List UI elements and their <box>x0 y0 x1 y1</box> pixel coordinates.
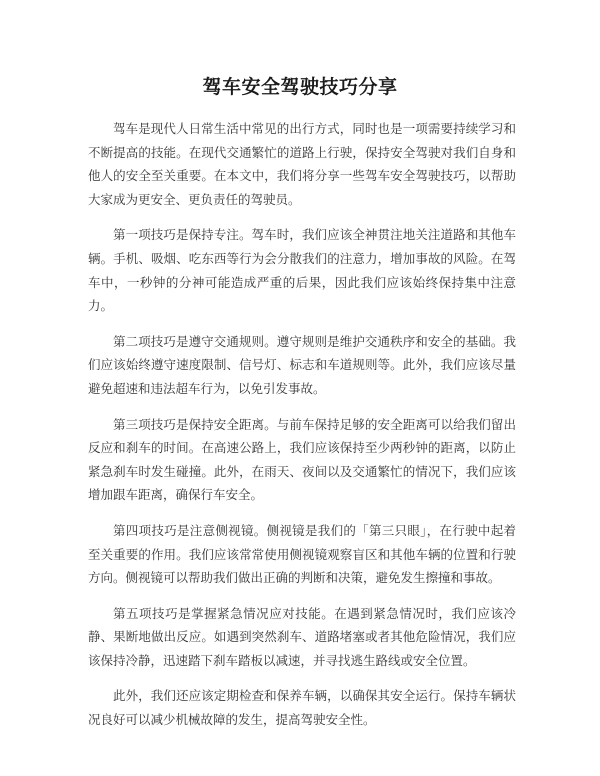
paragraph-tip-5: 第五项技巧是掌握紧急情况应对技能。在遇到紧急情况时，我们应该冷静、果断地做出反应。如遇到突然刹车、道路堵塞或者其他危险情况，我们应该保持冷静，迅速踏下刹车踏板以减速，并寻找逃生路线或安全位置。 <box>88 605 516 668</box>
document-title: 驾车安全驾驶技巧分享 <box>202 76 398 98</box>
paragraph-tip-4: 第四项技巧是注意侧视镜。侧视镜是我们的「第三只眼」，在行驶中起着至关重要的作用。我们应该常常使用侧视镜观察盲区和其他车辆的位置和行驶方向。侧视镜可以帮助我们做出正确的判断和决策，避免发生擦撞和事故。 <box>88 522 516 586</box>
paragraph-maintenance: 此外，我们还应该定期检查和保养车辆，以确保其安全运行。保持车辆状况良好可以减少机械故障的发生，提高驾驶安全性。 <box>88 688 516 728</box>
paragraph-tip-3: 第三项技巧是保持安全距离。与前车保持足够的安全距离可以给我们留出反应和刹车的时间。在高速公路上，我们应该保持至少两秒钟的距离，以防止紧急刹车时发生碰撞。此外，在雨天、夜间以及交通繁忙的情况下，我们应该增加跟车距离，确保行车安全。 <box>88 416 516 503</box>
paragraph-intro: 驾车是现代人日常生活中常见的出行方式，同时也是一项需要持续学习和不断提高的技能。在现代交通繁忙的道路上行驶，保持安全驾驶对我们自身和他人的安全至关重要。在本文中，我们将分享一些驾车安全驾驶技巧，以帮助大家成为更安全、更负责任的驾驶员。 <box>88 121 516 207</box>
paragraph-tip-1: 第一项技巧是保持专注。驾车时，我们应该全神贯注地关注道路和其他车辆。手机、吸烟、吃东西等行为会分散我们的注意力，增加事故的风险。在驾车中，一秒钟的分神可能造成严重的后果，因此我们应该始终保持集中注意力。 <box>88 227 516 314</box>
paragraph-tip-2: 第二项技巧是遵守交通规则。遵守规则是维护交通秩序和安全的基础。我们应该始终遵守速度限制、信号灯、标志和车道规则等。此外，我们应该尽量避免超速和违法超车行为，以免引发事故。 <box>88 333 516 396</box>
document-body <box>88 117 516 744</box>
